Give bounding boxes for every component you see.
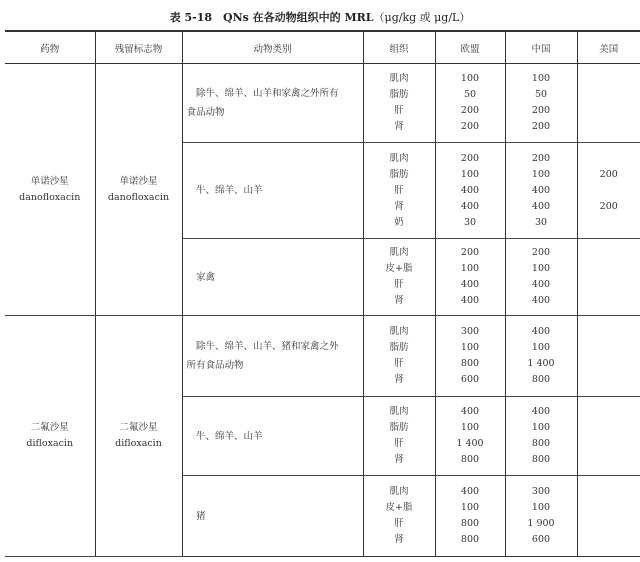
eu-mrl-value: 1 400 — [456, 438, 484, 449]
header-us: 美国 — [577, 31, 640, 64]
eu-mrl-value: 100 — [460, 168, 480, 180]
eu-mrl-cell — [435, 143, 505, 239]
us-mrl-cell — [577, 64, 640, 143]
tissue-cell — [363, 316, 435, 397]
tissue-value: 脂肪 — [389, 168, 409, 180]
animal-category-cell — [182, 239, 363, 316]
tissue-value: 肌肉 — [389, 247, 409, 258]
cn-mrl-cell — [505, 476, 577, 557]
tissue-value: 肝 — [394, 184, 404, 196]
marker-name-cn: 二氟沙星 — [119, 422, 158, 433]
animal-category-text: 食品动物 — [186, 107, 225, 118]
eu-mrl-value: 600 — [460, 374, 480, 385]
cn-mrl-value: 100 — [531, 168, 551, 180]
header-row — [5, 31, 640, 64]
eu-mrl-value: 400 — [460, 406, 480, 417]
cn-mrl-value: 800 — [531, 438, 551, 449]
cn-mrl-value: 200 — [531, 247, 551, 258]
animal-category-text: 牛、绵羊、山羊 — [186, 185, 263, 196]
us-mrl-cell — [577, 316, 640, 397]
marker-name-en: difloxacin — [115, 438, 162, 449]
tissue-value: 皮+脂 — [385, 263, 413, 274]
cn-mrl-value: 400 — [531, 295, 551, 306]
cn-mrl-value: 300 — [531, 486, 551, 497]
cn-mrl-value: 400 — [531, 279, 551, 290]
cn-mrl-value: 800 — [531, 454, 551, 465]
eu-mrl-value: 100 — [460, 73, 480, 84]
header-marker: 残留标志物 — [95, 31, 182, 64]
tissue-value: 奶 — [394, 216, 404, 228]
tissue-value: 脂肪 — [389, 89, 409, 100]
cn-mrl-value: 400 — [531, 200, 551, 212]
cn-mrl-cell — [505, 316, 577, 397]
eu-mrl-value: 100 — [460, 263, 480, 274]
us-mrl-value — [578, 183, 640, 199]
tissue-value: 肾 — [394, 374, 404, 385]
animal-category-text: 除牛、绵羊、山羊、猪和家禽之外 — [186, 341, 339, 352]
eu-mrl-value: 400 — [460, 200, 480, 212]
eu-mrl-cell — [435, 476, 505, 557]
tissue-cell — [363, 397, 435, 476]
animal-category-text: 所有食品动物 — [186, 360, 244, 371]
eu-mrl-value: 400 — [460, 279, 480, 290]
eu-mrl-value: 100 — [460, 342, 480, 353]
eu-mrl-value: 100 — [460, 422, 480, 433]
cn-mrl-value: 100 — [531, 342, 551, 353]
eu-mrl-value: 200 — [460, 105, 480, 116]
tissue-value: 肌肉 — [389, 486, 409, 497]
marker-name-en: danofloxacin — [107, 191, 170, 203]
cn-mrl-cell — [505, 143, 577, 239]
eu-mrl-value: 400 — [460, 486, 480, 497]
animal-category-cell — [182, 143, 363, 239]
tissue-value: 脂肪 — [389, 342, 409, 353]
eu-mrl-value: 200 — [460, 152, 480, 164]
eu-mrl-value: 50 — [463, 89, 477, 100]
cn-mrl-cell — [505, 239, 577, 316]
cn-mrl-value: 1 400 — [527, 358, 555, 369]
tissue-value: 肝 — [394, 105, 404, 116]
animal-category-cell — [182, 316, 363, 397]
tissue-value: 肌肉 — [389, 326, 409, 337]
title-unit: （μg/kg 或 μg/L） — [373, 11, 471, 24]
us-mrl-cell — [577, 476, 640, 557]
eu-mrl-value: 400 — [460, 295, 480, 306]
tissue-cell — [363, 239, 435, 316]
table-row — [5, 64, 640, 143]
tissue-value: 肾 — [394, 200, 404, 212]
cn-mrl-cell — [505, 64, 577, 143]
drug-cell — [5, 316, 95, 557]
cn-mrl-value: 30 — [534, 216, 548, 228]
us-mrl-cell — [577, 143, 640, 239]
us-mrl-cell — [577, 397, 640, 476]
drug-name-en: difloxacin — [26, 438, 74, 449]
table-title — [0, 9, 640, 25]
table-row — [5, 316, 640, 397]
eu-mrl-value: 200 — [460, 247, 480, 258]
cn-mrl-value: 400 — [531, 406, 551, 417]
drug-name-cn: 二氟沙星 — [30, 422, 69, 433]
cn-mrl-value: 600 — [531, 534, 551, 545]
animal-category-cell — [182, 397, 363, 476]
tissue-value: 肝 — [394, 358, 404, 369]
cn-mrl-value: 1 900 — [527, 518, 555, 529]
marker-cell — [95, 64, 182, 316]
title-text: 表 5-18 QNs 在各动物组织中的 MRL — [169, 11, 374, 24]
tissue-value: 肌肉 — [389, 406, 409, 417]
tissue-value: 肾 — [394, 121, 404, 132]
tissue-cell — [363, 476, 435, 557]
tissue-value: 肾 — [394, 295, 404, 306]
cn-mrl-value: 50 — [534, 89, 548, 100]
animal-category-cell — [182, 64, 363, 143]
drug-cell — [5, 64, 95, 316]
drug-name-cn: 单诺沙星 — [30, 175, 69, 187]
eu-mrl-value: 200 — [460, 121, 480, 132]
eu-mrl-cell — [435, 64, 505, 143]
tissue-cell — [363, 64, 435, 143]
cn-mrl-value: 400 — [531, 326, 551, 337]
animal-category-text: 除牛、绵羊、山羊和家禽之外所有 — [186, 88, 339, 99]
eu-mrl-cell — [435, 239, 505, 316]
cn-mrl-value: 100 — [531, 73, 551, 84]
animal-category-text: 家禽 — [186, 271, 216, 283]
cn-mrl-value: 100 — [531, 263, 551, 274]
tissue-value: 肝 — [394, 279, 404, 290]
eu-mrl-value: 100 — [460, 502, 480, 513]
tissue-value: 肝 — [394, 438, 404, 449]
eu-mrl-value: 400 — [460, 184, 480, 196]
cn-mrl-value: 100 — [531, 502, 551, 513]
us-mrl-value: 200 — [599, 200, 618, 212]
eu-mrl-value: 800 — [460, 534, 480, 545]
tissue-value: 肾 — [394, 454, 404, 465]
eu-mrl-value: 800 — [460, 358, 480, 369]
eu-mrl-value: 300 — [460, 326, 480, 337]
tissue-value: 肌肉 — [389, 73, 409, 84]
cn-mrl-value: 200 — [531, 121, 551, 132]
eu-mrl-value: 800 — [460, 454, 480, 465]
drug-name-en: danofloxacin — [19, 191, 81, 203]
eu-mrl-value: 30 — [463, 216, 477, 228]
cn-mrl-value: 100 — [531, 422, 551, 433]
eu-mrl-value: 800 — [460, 518, 480, 529]
cn-mrl-value: 200 — [531, 105, 551, 116]
eu-mrl-cell — [435, 316, 505, 397]
tissue-cell — [363, 143, 435, 239]
us-mrl-cell — [577, 239, 640, 316]
mrl-table — [5, 30, 640, 557]
header-drug: 药物 — [5, 31, 95, 64]
marker-name-cn: 单诺沙星 — [119, 175, 158, 187]
header-tissue: 组织 — [363, 31, 435, 64]
animal-category-text: 牛、绵羊、山羊 — [186, 430, 263, 442]
cn-mrl-value: 200 — [531, 152, 551, 164]
tissue-value: 肌肉 — [389, 152, 409, 164]
header-eu: 欧盟 — [435, 31, 505, 64]
tissue-value: 皮+脂 — [385, 502, 413, 513]
tissue-value: 肾 — [394, 534, 404, 545]
cn-mrl-value: 400 — [531, 184, 551, 196]
header-animal: 动物类别 — [182, 31, 363, 64]
tissue-value: 肝 — [394, 518, 404, 529]
cn-mrl-value: 800 — [531, 374, 551, 385]
marker-cell — [95, 316, 182, 557]
tissue-value: 脂肪 — [389, 422, 409, 433]
animal-category-cell — [182, 476, 363, 557]
eu-mrl-cell — [435, 397, 505, 476]
header-cn: 中国 — [505, 31, 577, 64]
cn-mrl-cell — [505, 397, 577, 476]
animal-category-text: 猪 — [186, 510, 206, 522]
us-mrl-value: 200 — [599, 168, 618, 180]
